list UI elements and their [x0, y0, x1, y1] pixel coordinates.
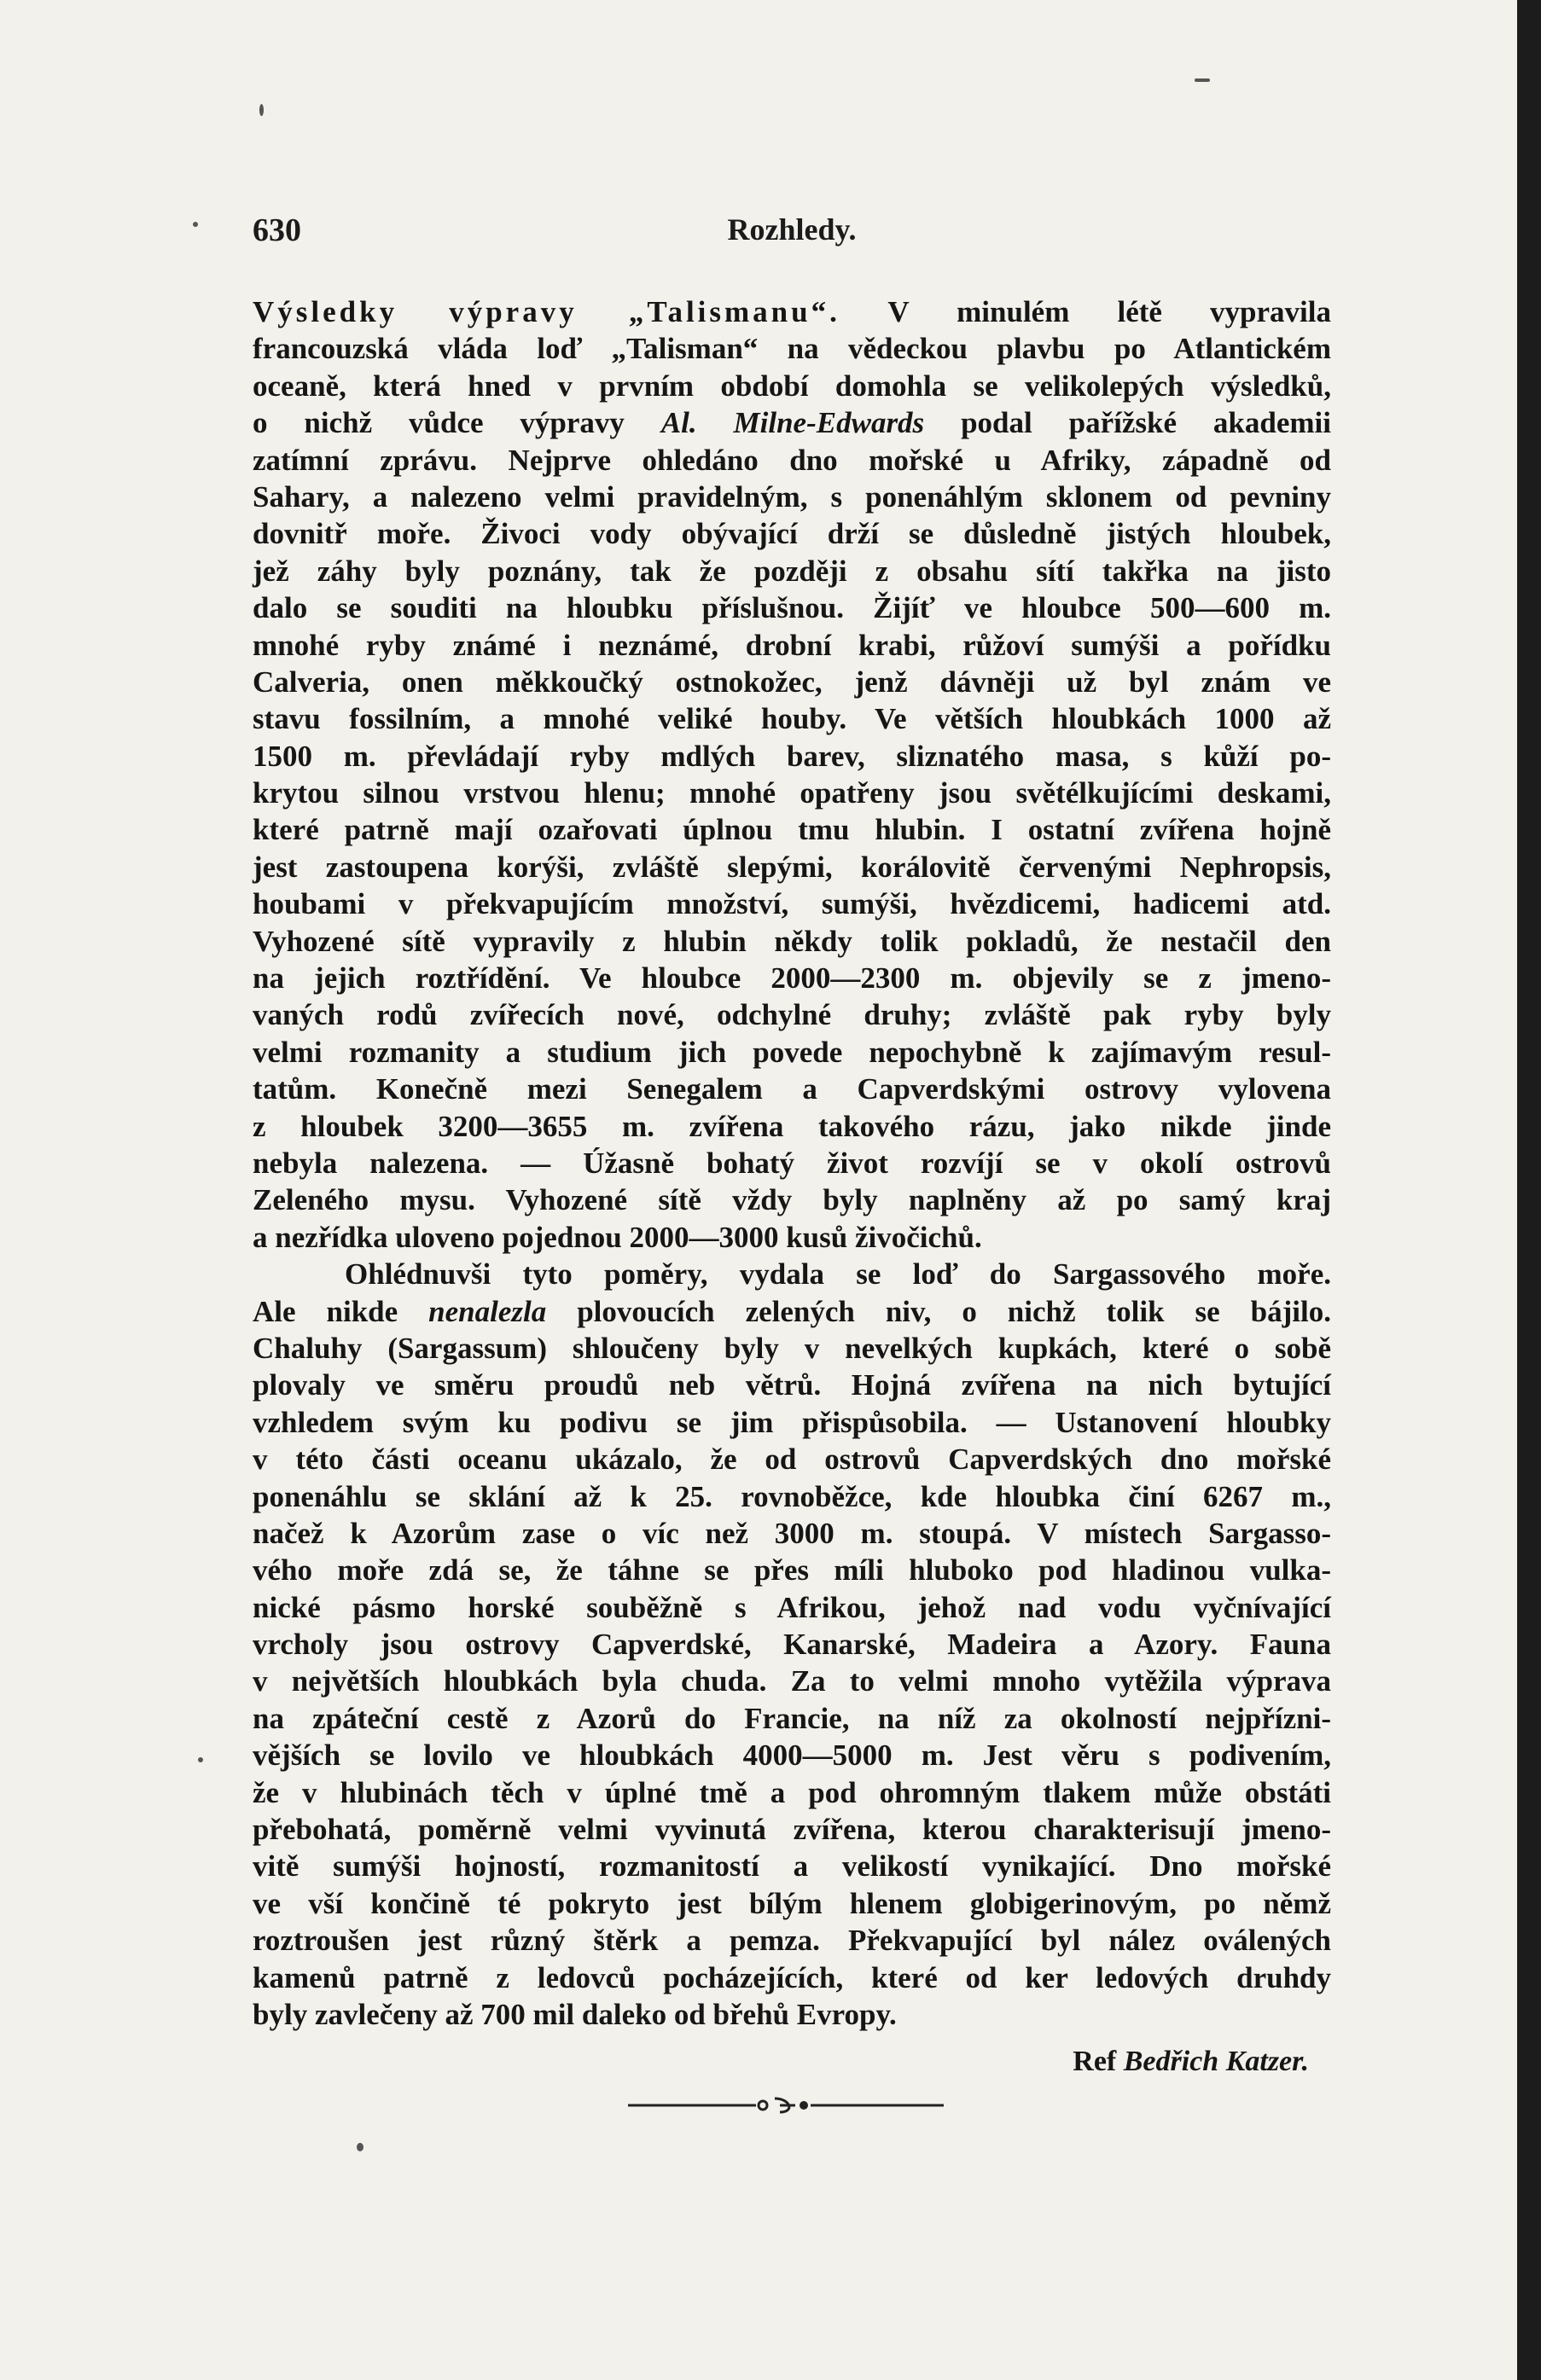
- text-segment: Calveria, onen měkkoučký ostnokožec, jenž dávněji už byl znám ve: [253, 665, 1331, 699]
- text-segment: v největších hloubkách byla chuda. Za to velmi mnoho vytěžila výprava: [253, 1664, 1331, 1698]
- text-segment: houbami v překvapujícím množství, sumýši, hvězdicemi, hadicemi atd.: [253, 887, 1331, 921]
- text-line: [253, 1737, 1331, 1773]
- text-line: [253, 1552, 1331, 1588]
- text-line: [253, 1811, 1331, 1848]
- text-segment: vaných rodů zvířecích nové, odchylné druhy; zvláště pak ryby byly: [253, 998, 1331, 1032]
- text-line: [253, 775, 1331, 811]
- text-segment: mnohé ryby známé i neznámé, drobní krabi, růžoví sumýši a pořídku: [253, 628, 1331, 662]
- text-segment: že v hlubinách těch v úplné tmě a pod ohromným tlakem může obstáti: [253, 1775, 1331, 1809]
- text-line: [253, 960, 1331, 996]
- text-segment: jest zastoupena korýši, zvláště slepými, korálovitě červenými Nephropsis,: [253, 850, 1331, 884]
- text-line: [253, 1034, 1331, 1071]
- text-line: [253, 1181, 1331, 1218]
- text-segment: o nichž vůdce výpravy: [253, 406, 661, 440]
- text-line: [253, 664, 1331, 700]
- text-line: [253, 1478, 1331, 1515]
- text-line: [253, 1108, 1331, 1145]
- text-line: [253, 479, 1331, 515]
- signature: [253, 2046, 1309, 2078]
- text-line: [253, 1441, 1331, 1477]
- text-line: [253, 589, 1331, 626]
- text-segment: kamenů patrně z ledovců pocházejících, které od ker ledových druhdy: [253, 1960, 1331, 1994]
- text-segment: které patrně mají ozařovati úplnou tmu hlubin. I ostatní zvířena hojně: [253, 813, 1331, 847]
- text-segment: ponenáhlu se sklání až k 25. rovnoběžce, kde hloubka činí 6267 m.,: [253, 1479, 1331, 1513]
- text-segment: načež k Azorům zase o víc než 3000 m. stoupá. V místech Sargasso-: [253, 1516, 1331, 1550]
- text-line: [253, 996, 1331, 1033]
- text-segment: Zeleného mysu. Vyhozené sítě vždy byly naplněny až po samý kraj: [253, 1183, 1331, 1217]
- text-segment: plovaly ve směru proudů neb větrů. Hojná zvířena na nich bytující: [253, 1368, 1331, 1402]
- text-segment: plovoucích zelených niv, o nichž tolik se bájilo.: [546, 1294, 1331, 1328]
- text-segment: vitě sumýši hojností, rozmanitostí a velikostí vynikající. Dno mořské: [253, 1849, 1331, 1884]
- text-segment: v této části oceanu ukázalo, že od ostrovů Capverdských dno mořské: [253, 1443, 1331, 1477]
- article-body: [253, 293, 1331, 2033]
- text-segment: přebohatá, poměrně velmi vyvinutá zvířena, kterou charakterisují jmeno-: [253, 1813, 1331, 1847]
- text-segment: Sahary, a nalezeno velmi pravidelným, s ponenáhlým sklonem od pevniny: [253, 479, 1331, 514]
- text-segment: na zpáteční cestě z Azorů do Francie, na níž za okolností nejpřízni-: [253, 1701, 1331, 1735]
- text-line: [253, 293, 1331, 330]
- text-segment: francouzská vláda loď „Talisman“ na vědeckou plavbu po Atlantickém: [253, 332, 1331, 366]
- text-line: [253, 442, 1331, 479]
- page-number: 630: [253, 212, 301, 248]
- text-line: [253, 1922, 1331, 1959]
- text-segment: vzhledem svým ku podivu se jim přispůsobila. — Ustanovení hloubky: [253, 1405, 1331, 1439]
- ornament-right-dot: [800, 2101, 808, 2110]
- scan-border: [1517, 0, 1541, 2380]
- ornament-divider: [628, 2088, 944, 2122]
- text-segment: jež záhy byly poznány, tak že později z obsahu sítí takřka na jisto: [253, 554, 1331, 588]
- text-line: [253, 330, 1331, 367]
- text-segment: Chaluhy (Sargassum) shloučeny byly v nevelkých kupkách, které o sobě: [253, 1331, 1331, 1365]
- scan-speck: [259, 104, 264, 116]
- text-segment: vějších se lovilo ve hloubkách 4000—5000 m. Jest věru s podivením,: [253, 1739, 1331, 1773]
- text-segment: nenalezla: [428, 1294, 547, 1328]
- text-segment: nebyla nalezena. — Úžasně bohatý život rozvíjí se v okolí ostrovů: [253, 1146, 1331, 1180]
- text-line: [253, 811, 1331, 848]
- text-segment: V minulém létě vypravila: [840, 295, 1331, 328]
- text-line: [253, 1515, 1331, 1552]
- text-line: [253, 1071, 1331, 1107]
- text-segment: Ohlédnuvši tyto poměry, vydala se loď do Sargassového moře.: [345, 1257, 1331, 1292]
- text-segment: stavu fossilním, a mnohé veliké houby. Ve větších hloubkách 1000 až: [253, 702, 1331, 736]
- text-line: [253, 404, 1331, 441]
- text-segment: roztroušen jest různý štěrk a pemza. Překvapující byl nález oválených: [253, 1924, 1331, 1958]
- signature-prefix: Ref: [1073, 2046, 1117, 2077]
- text-segment: zatímní zprávu. Nejprve ohledáno dno mořské u Afriky, západně od: [253, 443, 1331, 477]
- text-segment: dalo se souditi na hloubku příslušnou. Žijíť ve hloubce 500—600 m.: [253, 591, 1331, 625]
- scan-speck: [198, 1757, 203, 1762]
- text-segment: a nezřídka uloveno pojednou 2000—3000 kusů živočichů.: [253, 1220, 982, 1254]
- text-segment: velmi rozmanity a studium jich povede nepochybně k zajímavým resul-: [253, 1035, 1331, 1069]
- text-line: [253, 1700, 1331, 1737]
- text-segment: 1500 m. převládají ryby mdlých barev, sliznatého masa, s kůží po-: [253, 739, 1331, 773]
- ornament-left-dot: [759, 2101, 767, 2110]
- text-segment: z hloubek 3200—3655 m. zvířena takového rázu, jako nikde jinde: [253, 1109, 1331, 1143]
- text-segment: nické pásmo horské souběžně s Afrikou, jehož nad vodu vyčnívající: [253, 1590, 1331, 1624]
- text-line: [253, 1293, 1331, 1330]
- text-line: [253, 515, 1331, 552]
- text-segment: dovnitř moře. Živoci vody obývající drží se důsledně jistých hloubek,: [253, 517, 1331, 551]
- text-line: [253, 1330, 1331, 1367]
- text-line: [253, 1848, 1331, 1884]
- text-line: [253, 1959, 1331, 1996]
- text-line: [253, 1996, 1331, 2033]
- text-line: [253, 700, 1331, 737]
- text-segment: Vyhozené sítě vypravily z hlubin někdy tolik pokladů, že nestačil den: [253, 924, 1331, 958]
- text-line: [253, 1885, 1331, 1922]
- text-line: [253, 1145, 1331, 1181]
- scan-speck: [357, 2143, 363, 2151]
- text-line: [253, 627, 1331, 664]
- text-segment: vrcholy jsou ostrovy Capverdské, Kanarské, Madeira a Azory. Fauna: [253, 1628, 1331, 1662]
- text-line: [253, 1663, 1331, 1699]
- page-header: [253, 212, 1331, 254]
- text-line: [253, 1367, 1331, 1403]
- signature-author: Bedřich Katzer.: [1123, 2046, 1309, 2077]
- text-line: [253, 738, 1331, 775]
- text-line: [253, 1589, 1331, 1626]
- text-line: [253, 1774, 1331, 1811]
- scan-speck: [193, 222, 198, 227]
- article-title: Výsledky výpravy „Talismanu“.: [253, 295, 840, 328]
- scan-speck: [1195, 78, 1210, 82]
- text-segment: tatům. Konečně mezi Senegalem a Capverdskými ostrovy vylovena: [253, 1072, 1331, 1106]
- text-segment: oceaně, která hned v prvním období domohla se velikolepých výsledků,: [253, 369, 1331, 403]
- text-line: [253, 553, 1331, 589]
- text-segment: na jejich roztřídění. Ve hloubce 2000—2300 m. objevily se z jmeno-: [253, 961, 1331, 996]
- text-segment: krytou silnou vrstvou hlenu; mnohé opatřeny jsou světélkujícími deskami,: [253, 776, 1331, 810]
- text-line: [253, 849, 1331, 885]
- text-segment: byly zavlečeny až 700 mil daleko od břehů Evropy.: [253, 1997, 897, 2031]
- text-segment: ve vší končině té pokryto jest bílým hlenem globigerinovým, po němž: [253, 1886, 1331, 1920]
- text-line: [253, 1256, 1331, 1292]
- text-line: [253, 1219, 1331, 1256]
- text-line: [253, 1626, 1331, 1663]
- text-line: [253, 368, 1331, 404]
- text-line: [253, 885, 1331, 922]
- text-line: [253, 1404, 1331, 1441]
- ornament-scroll: [775, 2098, 795, 2112]
- text-line: [253, 923, 1331, 960]
- running-title: Rozhledy.: [727, 212, 857, 247]
- text-segment: vého moře zdá se, že táhne se přes míli hluboko pod hladinou vulka-: [253, 1553, 1331, 1588]
- text-segment: podal pařížské akademii: [924, 406, 1331, 440]
- text-segment: Ale nikde: [253, 1294, 429, 1328]
- text-segment: Al. Milne-Edwards: [660, 406, 925, 440]
